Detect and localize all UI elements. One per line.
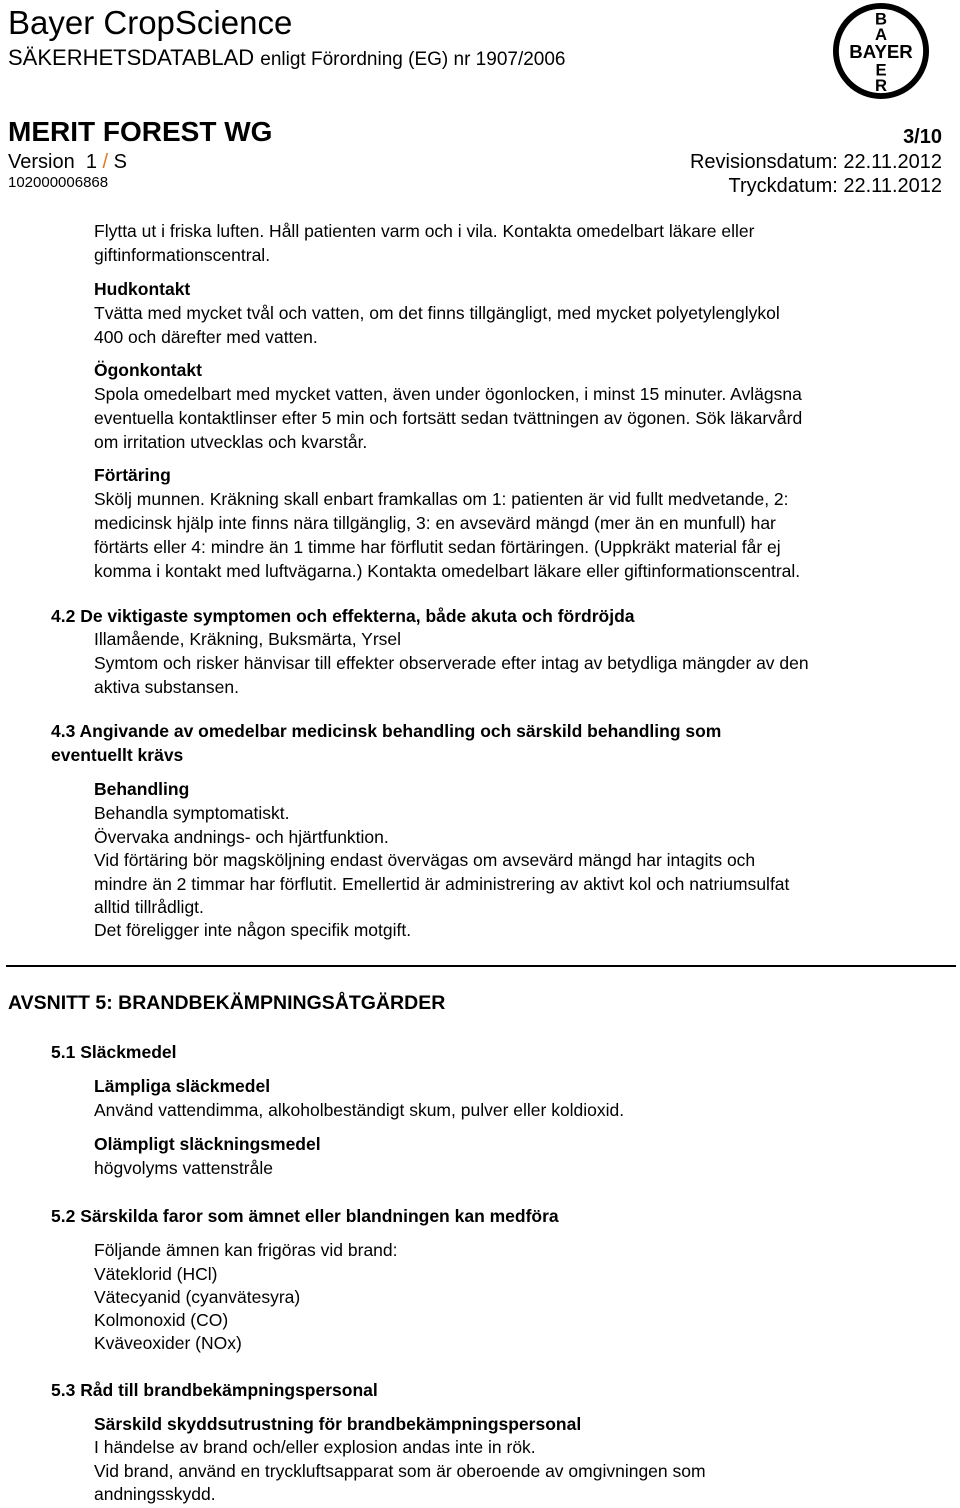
version-country: S xyxy=(113,151,127,173)
symptoms-text: Illamående, Kräkning, Buksmärta, Yrsel xyxy=(94,629,402,649)
hazard-item: Vätecyanid (cyanvätesyra) xyxy=(94,1287,301,1307)
equipment-heading: Särskild skyddsutrustning för brandbekämpningspersonal xyxy=(94,1414,582,1434)
inhalation-text: giftinformationscentral. xyxy=(94,245,271,265)
skin-contact-text: 400 och därefter med vatten. xyxy=(94,327,318,347)
skin-contact-text: Tvätta med mycket tvål och vatten, om det finns tillgängligt, med mycket polyetylenglykol xyxy=(94,303,780,323)
sds-title xyxy=(8,44,566,74)
document-number: 102000006868 xyxy=(8,174,109,191)
treatment-text: Övervaka andnings- och hjärtfunktion. xyxy=(94,827,389,847)
treatment-text: alltid tillrådligt. xyxy=(94,897,204,917)
section-4-3-heading: 4.3 Angivande av omedelbar medicinsk behandling och särskild behandling som xyxy=(51,721,722,741)
ingestion-text: Skölj munnen. Kräkning skall enbart framkallas om 1: patienten är vid fullt medvetande, 2: xyxy=(94,489,789,509)
ingestion-heading: Förtäring xyxy=(94,465,171,485)
version-separator: / xyxy=(102,151,109,173)
suitable-media-heading: Lämpliga släckmedel xyxy=(94,1076,271,1096)
section-divider xyxy=(6,965,956,967)
treatment-text: mindre än 2 timmar har förflutit. Emellertid är administrering av aktivt kol och natriumsulfat xyxy=(94,874,790,894)
section-5-2-heading: 5.2 Särskilda faror som ämnet eller blandningen kan medföra xyxy=(51,1206,559,1226)
revision-date: Revisionsdatum: 22.11.2012 xyxy=(689,151,942,173)
version-label: Version xyxy=(8,151,75,173)
section-4-3-heading: eventuellt krävs xyxy=(51,745,184,765)
version-number: 1 xyxy=(85,151,97,173)
logo-letter-e: E xyxy=(875,60,887,80)
eye-contact-text: om irritation utvecklas och kvarstår. xyxy=(94,432,368,452)
eye-contact-text: eventuella kontaktlinser efter 5 min och fortsätt sedan tvättningen av ögonen. Sök läkarvård xyxy=(94,408,803,428)
regulation-text: enligt Förordning (EG) nr 1907/2006 xyxy=(260,49,566,70)
logo-letter-b: B xyxy=(874,9,888,29)
bayer-cross-logo xyxy=(832,2,930,100)
eye-contact-text: Spola omedelbart med mycket vatten, även under ögonlocken, i minst 15 minuter. Avlägsna xyxy=(94,384,802,404)
ingestion-text: komma i kontakt med luftvägarna.) Kontakta omedelbart läkare eller giftinformationscentral. xyxy=(94,561,801,581)
inhalation-text: Flytta ut i friska luften. Håll patienten varm och i vila. Kontakta omedelbart läkare eller xyxy=(94,221,755,241)
treatment-heading: Behandling xyxy=(94,779,190,799)
page-number: 3/10 xyxy=(903,126,942,148)
company-name: Bayer CropScience xyxy=(8,4,293,41)
version-line xyxy=(8,150,127,174)
treatment-text: Behandla symptomatiskt. xyxy=(94,803,290,823)
ingestion-text: medicinsk hjälp inte finns nära tillgänglig, 3: en avsevärd mängd (mer än en munfull) har xyxy=(94,513,776,533)
treatment-text: Det föreligger inte någon specifik motgift. xyxy=(94,920,412,940)
hazards-intro: Följande ämnen kan frigöras vid brand: xyxy=(94,1240,398,1260)
unsuitable-media-text: högvolyms vattenstråle xyxy=(94,1158,273,1178)
logo-letter-r: R xyxy=(874,76,888,96)
suitable-media-text: Använd vattendimma, alkoholbeständigt skum, pulver eller koldioxid. xyxy=(94,1100,625,1120)
section-5-3-heading: 5.3 Råd till brandbekämpningspersonal xyxy=(51,1380,378,1400)
section-5-1-heading: 5.1 Släckmedel xyxy=(51,1042,177,1062)
hazard-item: Kväveoxider (NOx) xyxy=(94,1333,242,1353)
section-5-title: AVSNITT 5: BRANDBEKÄMPNINGSÅTGÄRDER xyxy=(8,992,446,1014)
equipment-text: I händelse av brand och/eller explosion andas inte in rök. xyxy=(94,1437,536,1457)
equipment-text: andningsskydd. xyxy=(94,1484,216,1504)
treatment-text: Vid förtäring bör magsköljning endast övervägas om avsevärd mängd har intagits och xyxy=(94,850,756,870)
ingestion-text: förtärts eller 4: mindre än 1 timme har förflutit sedan förtäringen. (Uppkräkt material får ej xyxy=(94,537,781,557)
product-name: MERIT FOREST WG xyxy=(8,116,273,147)
unsuitable-media-heading: Olämpligt släckningsmedel xyxy=(94,1134,321,1154)
symptoms-text: aktiva substansen. xyxy=(94,677,239,697)
logo-horizontal: BAYER xyxy=(849,40,913,62)
print-date: Tryckdatum: 22.11.2012 xyxy=(728,175,942,197)
sds-title-main: SÄKERHETSDATABLAD xyxy=(8,45,255,70)
hazard-item: Kolmonoxid (CO) xyxy=(94,1310,229,1330)
section-4-2-heading: 4.2 De viktigaste symptomen och effekterna, både akuta och fördröjda xyxy=(51,606,635,626)
equipment-text: Vid brand, använd en tryckluftsapparat som är oberoende av omgivningen som xyxy=(94,1461,706,1481)
skin-contact-heading: Hudkontakt xyxy=(94,279,191,299)
hazard-item: Väteklorid (HCl) xyxy=(94,1264,218,1284)
logo-letter-a: A xyxy=(874,25,888,45)
eye-contact-heading: Ögonkontakt xyxy=(94,360,202,380)
symptoms-text: Symtom och risker hänvisar till effekter observerade efter intag av betydliga mängder av den xyxy=(94,653,809,673)
